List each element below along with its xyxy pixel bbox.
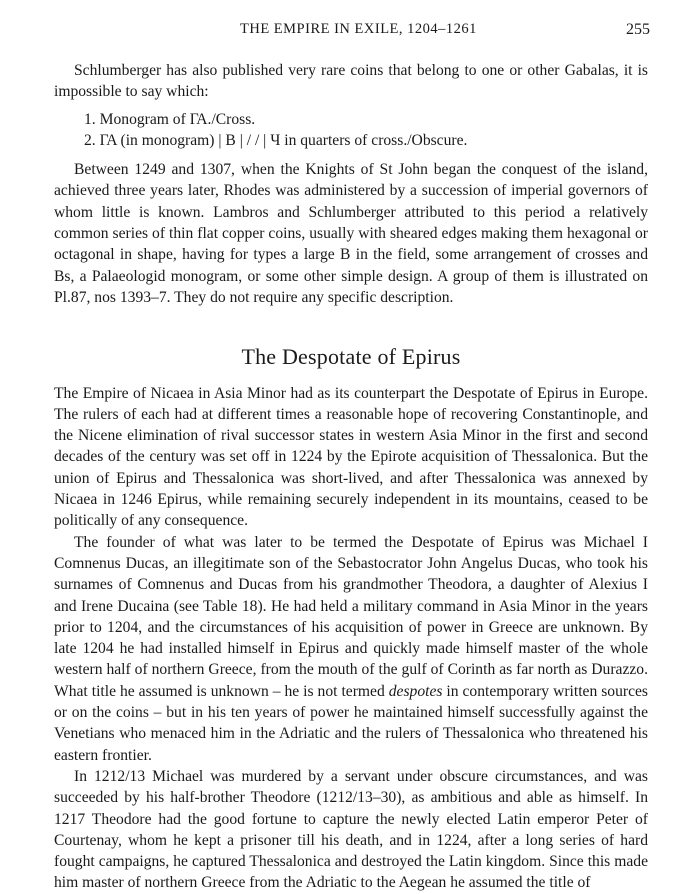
epirus-paragraph-1: The Empire of Nicaea in Asia Minor had as its counterpart the Despotate of Epirus in Europe. The rulers of each had at different times a reasonable hope of recovering Constantinople, and the Nicene elimination of rival successor states in western Asia Minor in the first and second decades of the century was set off in 1224 by the Epirote acquisition of Thessalonica. But the union of Epirus and Thessalonica was short-lived, and after Thessalonica was annexed by Nicaea in 1246 Epirus, while remaining securely independent in its mountains, ceased to be politically of any consequence.: [54, 384, 648, 530]
page-number: 255: [626, 21, 650, 38]
list-item-text: Monogram of ΓΑ./Cross.: [99, 110, 256, 128]
page-body: [54, 60, 648, 894]
list-item-number: 2.: [84, 131, 96, 149]
list-item: [54, 130, 648, 151]
section-heading: The Despotate of Epirus: [241, 344, 461, 370]
intro-paragraph: Schlumberger has also published very rare coins that belong to one or other Gabalas, it is impossible to say which:: [54, 62, 648, 101]
epirus-paragraph-2: [54, 532, 648, 766]
page-header: [0, 21, 696, 43]
rhodes-paragraph: Between 1249 and 1307, when the Knights of St John began the conquest of the island, achieved three years later, Rhodes was administered by a succession of imperial governors of whom little is known. Lambros and Schlumberger attributed to this period a relatively common series of thin flat copper coins, usually with sheared edges making them hexagonal or octagonal in shape, having for types a large B in the field, some arrangement of crosses and Bs, a Palaeologid monogram, or some other simple design. A group of them is illustrated on Pl.87, nos 1393–7. They do not require any specific description.: [54, 161, 648, 306]
list-item-text: ΓΑ (in monogram) | Β | / / | Ч in quarters of cross./Obscure.: [99, 131, 468, 149]
epirus-paragraph-3: In 1212/13 Michael was murdered by a servant under obscure circumstances, and was succeeded by his half-brother Theodore (1212/13–30), as ambitious and able as himself. In 1217 Theodore had the good fortune to capture the newly elected Latin emperor Peter of Courtenay, whom he kept a prisoner till his death, and in 1224, after a long series of hard fought campaigns, he captured Thessalonica and destroyed the Latin kingdom. Since this made him master of northern Greece from the Adriatic to the Aegean he assumed the title of: [54, 767, 648, 892]
list-item: [54, 109, 648, 130]
paragraph-text: in contemporary written sources or on the coins – but in his ten years of power he maintained himself successfully against the Venetians who menaced him in the Adriatic and the rulers of Thessalonica who threatened his eastern frontier.: [54, 682, 648, 764]
list-item-number: 1.: [84, 110, 96, 128]
coin-list: [54, 109, 648, 152]
running-head: THE EMPIRE IN EXILE, 1204–1261: [240, 21, 477, 37]
paragraph-text: The founder of what was later to be termed the Despotate of Epirus was Michael I Comnenus Ducas, an illegitimate son of the Sebastocrator John Angelus Ducas, who took his surnames of Comnenus and Ducas from his grandmother Theodora, a daughter of Alexius I and Irene Ducaina (see Table 18). He had held a military command in Asia Minor in the years prior to 1204, and the circumstances of his acquisition of power in Greece are unknown. By late 1204 he had installed himself in Epirus and quickly made himself master of the whole western half of northern Greece, from the mouth of the gulf of Corinth as far north as Durazzo. What title he assumed is unknown – he is not termed: [54, 533, 648, 700]
italic-term: despotes: [388, 682, 443, 700]
